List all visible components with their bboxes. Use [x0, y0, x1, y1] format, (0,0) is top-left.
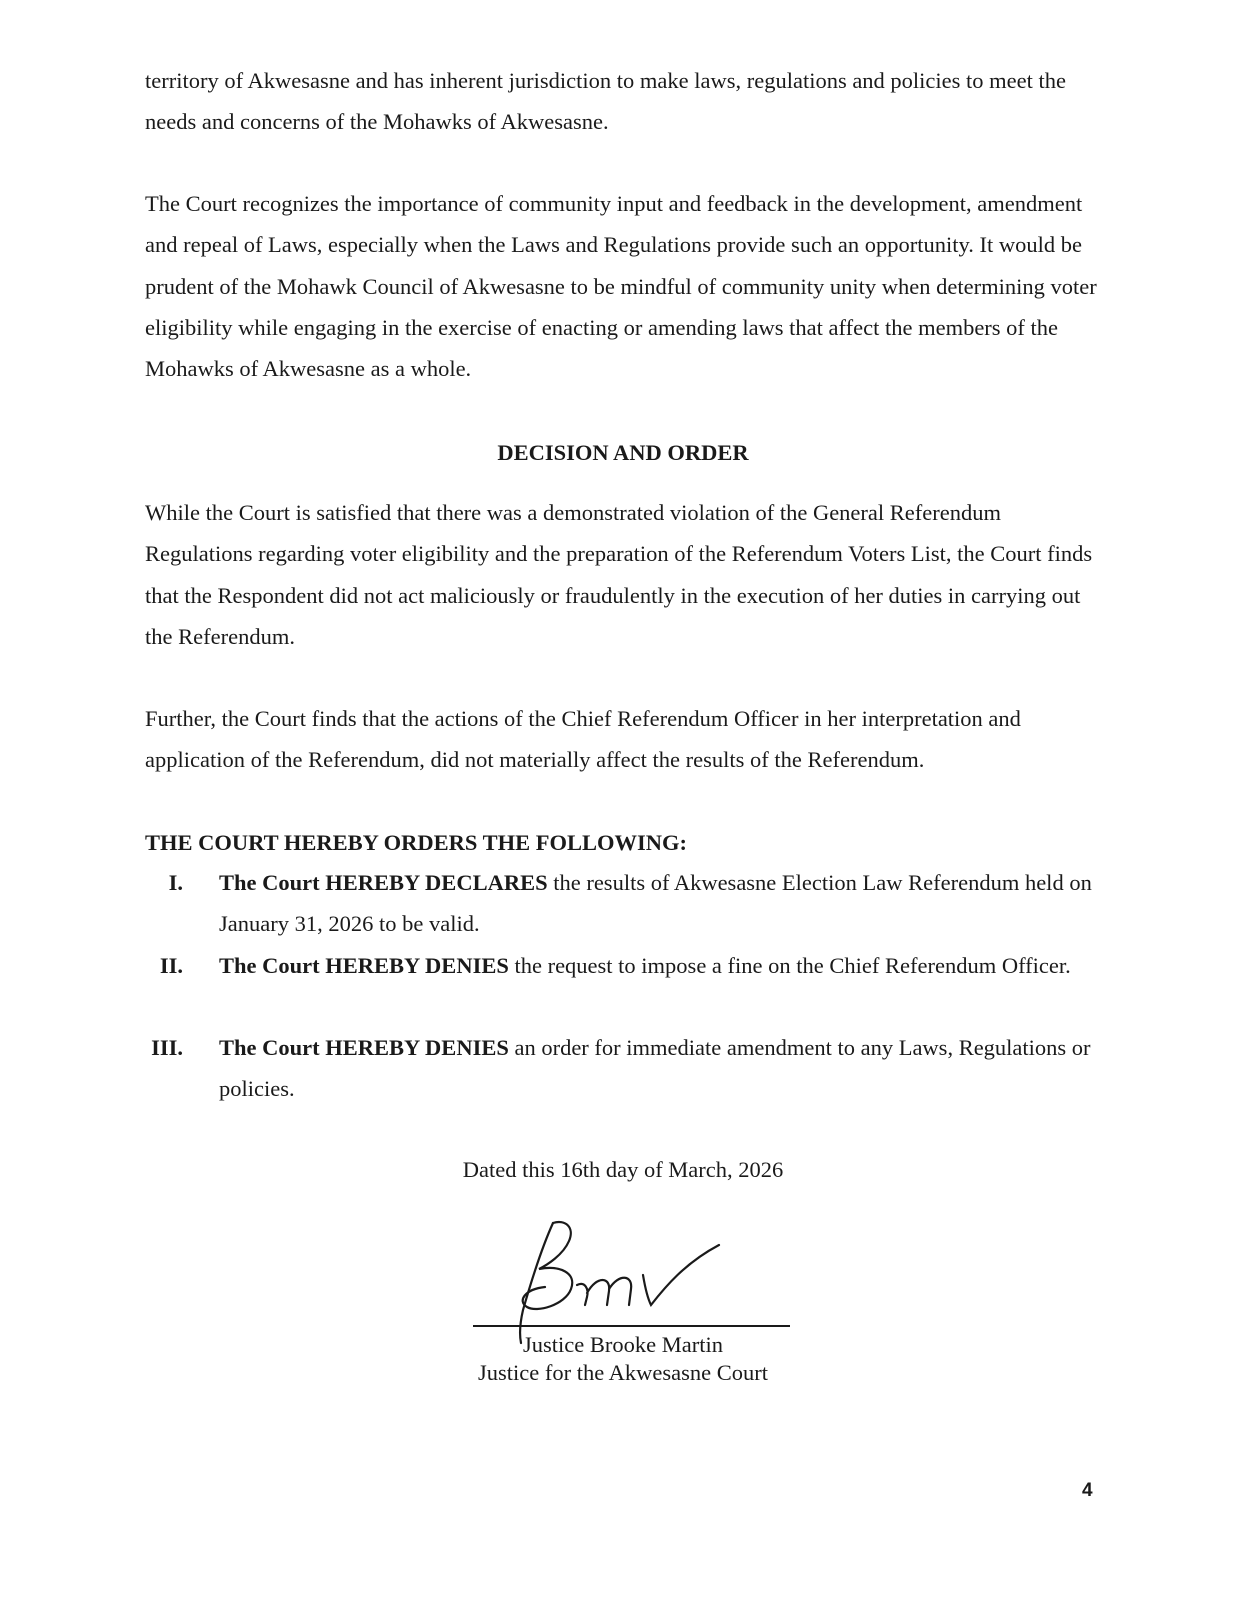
order-bold-clause: The Court HEREBY DENIES: [219, 953, 509, 978]
page-number: 4: [1082, 1480, 1093, 1501]
dated-line: Dated this 16th day of March, 2026: [462, 1157, 784, 1182]
paragraph-violation: While the Court is satisfied that there was a demonstrated violation of the General Referendum Regulations regarding voter eligibility and the preparation of the Referendum Voters List, the Court finds that the Respondent did not act maliciously or fraudulently in the execution of her duties in carrying out the Referendum.: [145, 500, 1093, 649]
order-bold-clause: The Court HEREBY DENIES: [219, 1035, 509, 1060]
signatory-title: Justice for the Akwesasne Court: [478, 1360, 768, 1385]
order-number: III.: [151, 1035, 183, 1060]
order-rest: the results of Akwesasne Election Law Referendum held on January 31, 2026 to be valid.: [219, 870, 1092, 937]
orders-heading: THE COURT HEREBY ORDERS THE FOLLOWING:: [145, 830, 688, 855]
order-text: [219, 862, 1099, 945]
signatory-name: Justice Brooke Martin: [523, 1332, 723, 1357]
order-rest: an order for immediate amendment to any Laws, Regulations or policies.: [219, 1035, 1091, 1102]
signature-line: [473, 1325, 790, 1327]
order-text: [219, 945, 1099, 986]
order-number: I.: [168, 870, 183, 895]
section-heading-decision: DECISION AND ORDER: [497, 440, 749, 465]
order-number: II.: [159, 953, 183, 978]
order-bold-clause: The Court HEREBY DECLARES: [219, 870, 548, 895]
order-rest: the request to impose a fine on the Chief Referendum Officer.: [508, 953, 1071, 978]
paragraph-jurisdiction: territory of Akwesasne and has inherent jurisdiction to make laws, regulations and policies to meet the needs and concerns of the Mohawks of Akwesasne.: [145, 68, 1067, 135]
paragraph-further: Further, the Court finds that the actions of the Chief Referendum Officer in her interpretation and application of the Referendum, did not materially affect the results of the Referendum.: [145, 706, 1021, 773]
order-text: [219, 1027, 1099, 1110]
paragraph-community-input: The Court recognizes the importance of community input and feedback in the development, amendment and repeal of Laws, especially when the Laws and Regulations provide such an opportunity. It would be prudent of the Mohawk Council of Akwesasne to be mindful of community unity when determining voter eligibility while engaging in the exercise of enacting or amending laws that affect the members of the Mohawks of Akwesasne as a whole.: [145, 191, 1097, 382]
